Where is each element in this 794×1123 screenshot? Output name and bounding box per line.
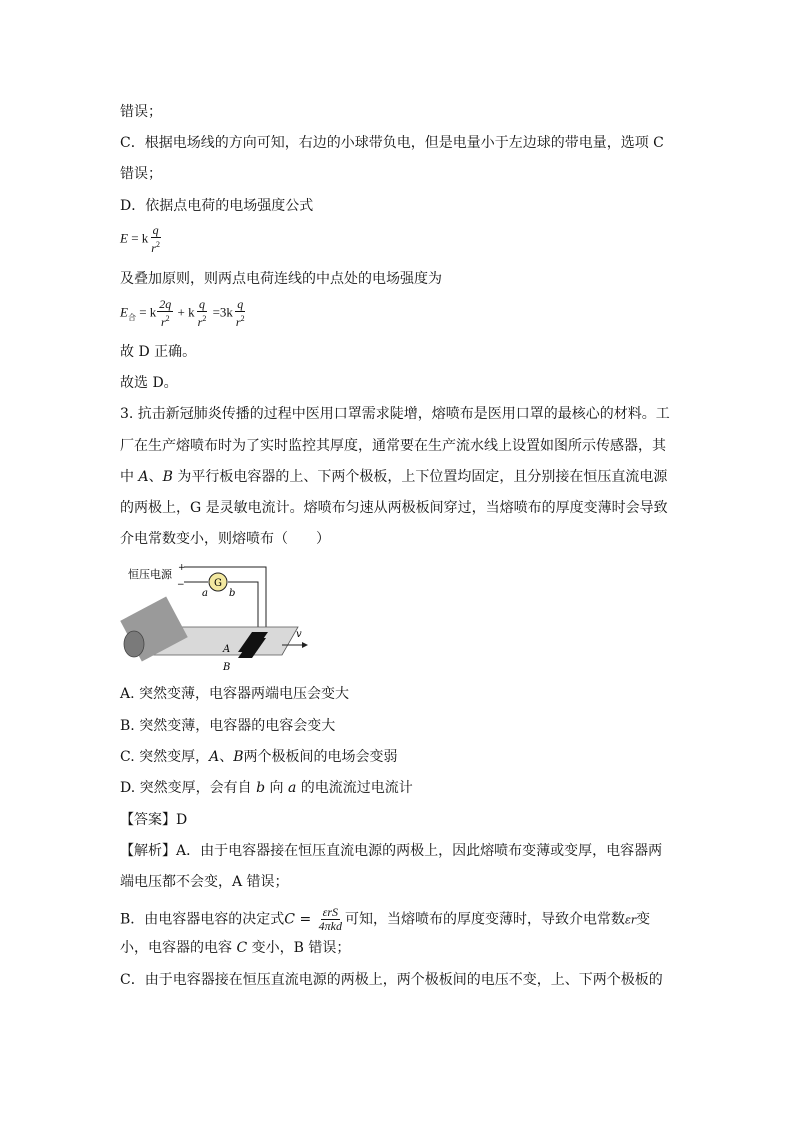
terminal-a-label: a <box>202 588 208 599</box>
answer: 【答案】D <box>120 812 188 828</box>
explanation-text: B．由电容器电容的决定式C = $\frac{\text{εrS}}{\text{4πkd}}$ 可知，当熔喷布的厚度变薄时，导致介电常数εr变 <box>120 905 651 933</box>
explanation-text: 端电压都不会变，A 错误； <box>120 874 289 890</box>
terminal-b-label: b <box>229 588 236 599</box>
text-line: C．根据电场线的方向可知，右边的小球带负电，但是电量小于左边球的带电量，选项 C <box>120 135 664 151</box>
option-a: A. 突然变薄，电容器两端电压会变大 <box>120 686 350 702</box>
text-line: 故 D 正确。 <box>120 344 197 360</box>
velocity-label: v <box>296 629 302 640</box>
question-text: 3. 抗击新冠肺炎传播的过程中医用口罩需求陡增，熔喷布是医用口罩的最核心的材料。工 <box>120 406 670 422</box>
explanation-text: 小，电容器的电容 C 变小，B 错误； <box>120 940 351 956</box>
galvanometer-label: G <box>214 578 222 589</box>
text-line: 错误； <box>120 104 162 120</box>
text-line: 故选 D。 <box>120 375 178 391</box>
formula-field-strength: E = k $\frac{q}{r^2}$ <box>120 223 160 255</box>
formula-superposition: $E_合 = k$ $\frac{2q}{r^2}$ + k $\frac{q}{r^2}$ =3k $\frac{q}{r^2}$ <box>120 297 245 329</box>
arrow-head <box>302 642 308 648</box>
text-line: 及叠加原则，则两点电荷连线的中点处的电场强度为 <box>120 271 442 287</box>
minus-sign: − <box>177 580 185 590</box>
text-line: D．依据点电荷的电场强度公式 <box>120 198 314 214</box>
option-d: D. 突然变厚，会有自 b 向 a 的电流流过电流计 <box>120 780 413 796</box>
plus-sign: + <box>178 563 186 573</box>
question-text: 厂在生产熔喷布时为了实时监控其厚度，通常要在生产流水线上设置如图所示传感器，其 <box>120 438 666 454</box>
option-b: B. 突然变薄，电容器的电容会变大 <box>120 718 336 734</box>
question-text: 介电常数变小，则熔喷布（ ） <box>120 531 330 547</box>
option-c: C. 突然变厚，A、B两个极板间的电场会变弱 <box>120 749 398 765</box>
power-source-label: 恒压电源 <box>128 568 172 581</box>
text-line: 错误； <box>120 166 162 182</box>
explanation-text: 【解析】A．由于电容器接在恒压直流电源的两极上，因此熔喷布变薄或变厚，电容器两 <box>120 843 663 859</box>
sensor-diagram <box>120 560 310 675</box>
plate-a-label: A <box>223 644 231 655</box>
explanation-text: C．由于电容器接在恒压直流电源的两极上，两个极板间的电压不变，上、下两个极板的 <box>120 972 663 988</box>
question-text: 的两极上，G 是灵敏电流计。熔喷布匀速从两极板间穿过，当熔喷布的厚度变薄时会导致 <box>120 500 668 516</box>
roll-end <box>124 631 144 657</box>
question-text: 中 A、B 为平行板电容器的上、下两个极板，上下位置均固定，且分别接在恒压直流电源 <box>120 469 668 485</box>
plate-b-label: B <box>223 662 231 673</box>
